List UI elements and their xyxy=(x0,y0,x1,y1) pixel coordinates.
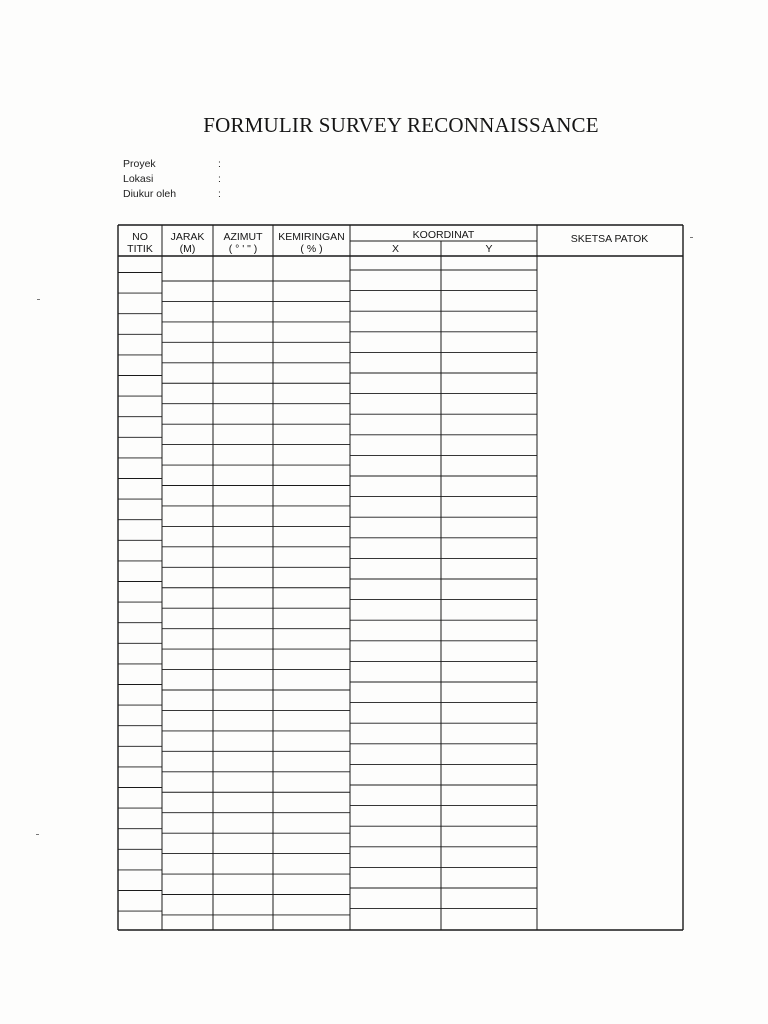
header-kemiringan xyxy=(273,231,350,255)
field-colon: : xyxy=(218,158,221,170)
field-label: Diukur oleh xyxy=(123,188,177,200)
scan-speck xyxy=(36,834,39,835)
header-y: Y xyxy=(485,243,493,255)
field-colon: : xyxy=(218,188,221,200)
header-no xyxy=(118,231,162,255)
field-label: Proyek xyxy=(123,158,156,170)
header-jarak-line2: (M) xyxy=(179,243,196,255)
header-kemiringan-line1: KEMIRINGAN xyxy=(278,231,345,243)
field-label: Lokasi xyxy=(123,173,154,185)
header-azimut xyxy=(213,231,273,255)
header-no-line2: TITIK xyxy=(127,243,153,255)
header-azimut-line1: AZIMUT xyxy=(223,231,263,243)
page-title: FORMULIR SURVEY RECONNAISSANCE xyxy=(203,113,599,137)
header-jarak xyxy=(162,231,213,255)
header-jarak-line1: JARAK xyxy=(170,231,205,243)
scan-speck xyxy=(690,237,693,238)
scan-speck xyxy=(37,299,40,300)
header-koordinat: KOORDINAT xyxy=(412,229,475,241)
header-sketsa-patok: SKETSA PATOK xyxy=(570,233,649,245)
header-no-line1: NO xyxy=(132,231,148,243)
header-x: X xyxy=(391,243,399,255)
header-azimut-line2: ( ° ' " ) xyxy=(228,243,258,255)
header-kemiringan-line2: ( % ) xyxy=(300,243,323,255)
field-colon: : xyxy=(218,173,221,185)
